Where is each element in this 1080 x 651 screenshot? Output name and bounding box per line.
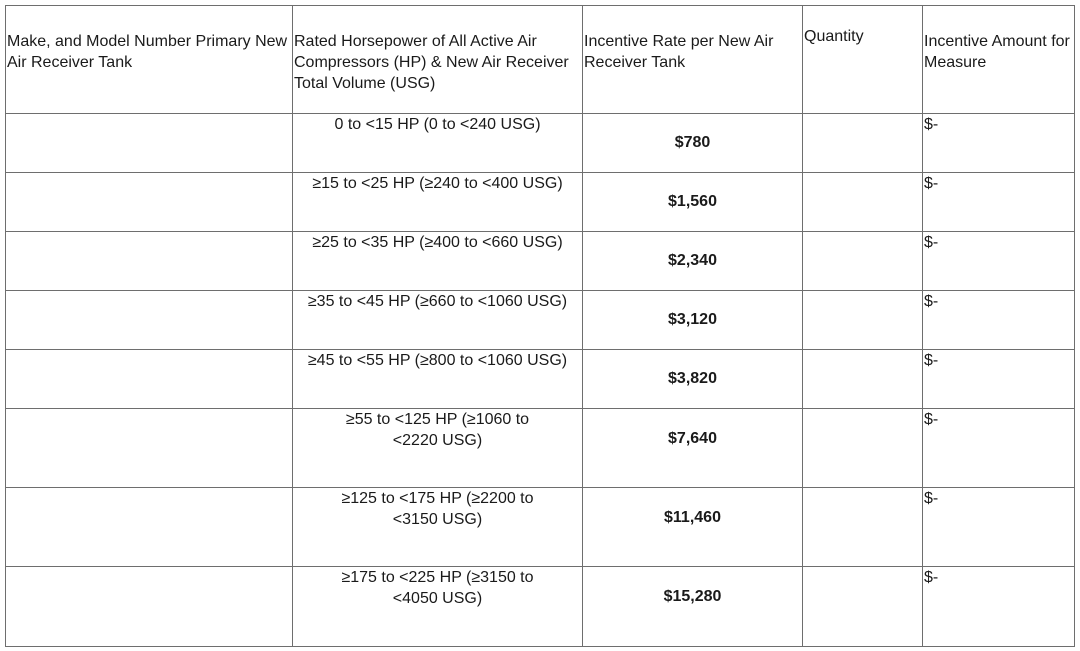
header-incentive-amount: Incentive Amount for Measure: [923, 6, 1075, 114]
hp-range-cell: ≥45 to <55 HP (≥800 to <1060 USG): [293, 350, 583, 409]
header-make-model: Make, and Model Number Primary New Air Receiver Tank: [6, 6, 293, 114]
incentive-amount-cell: $-: [923, 173, 1075, 232]
quantity-cell[interactable]: [803, 173, 923, 232]
table-row: [6, 232, 1075, 291]
make-model-cell[interactable]: [6, 173, 293, 232]
incentive-amount-cell: $-: [923, 291, 1075, 350]
incentive-table: [5, 5, 1075, 647]
quantity-cell[interactable]: [803, 488, 923, 567]
header-row: [6, 6, 1075, 114]
quantity-cell[interactable]: [803, 232, 923, 291]
incentive-rate-cell: $2,340: [583, 232, 803, 291]
hp-range-cell: ≥25 to <35 HP (≥400 to <660 USG): [293, 232, 583, 291]
incentive-rate-cell: $15,280: [583, 567, 803, 647]
table-row: [6, 567, 1075, 647]
make-model-cell[interactable]: [6, 350, 293, 409]
incentive-amount-cell: $-: [923, 567, 1075, 647]
incentive-amount-cell: $-: [923, 488, 1075, 567]
make-model-cell[interactable]: [6, 488, 293, 567]
hp-range-cell: ≥175 to <225 HP (≥3150 to <4050 USG): [293, 567, 583, 647]
make-model-cell[interactable]: [6, 114, 293, 173]
make-model-cell[interactable]: [6, 232, 293, 291]
quantity-cell[interactable]: [803, 350, 923, 409]
incentive-rate-cell: $780: [583, 114, 803, 173]
make-model-cell[interactable]: [6, 567, 293, 647]
hp-range-cell: ≥125 to <175 HP (≥2200 to <3150 USG): [293, 488, 583, 567]
hp-range-cell: 0 to <15 HP (0 to <240 USG): [293, 114, 583, 173]
make-model-cell[interactable]: [6, 291, 293, 350]
incentive-amount-cell: $-: [923, 350, 1075, 409]
header-rated-horsepower: Rated Horsepower of All Active Air Compressors (HP) & New Air Receiver Total Volume (USG): [293, 6, 583, 114]
table-row: [6, 114, 1075, 173]
table-row: [6, 350, 1075, 409]
quantity-cell[interactable]: [803, 567, 923, 647]
make-model-cell[interactable]: [6, 409, 293, 488]
incentive-amount-cell: $-: [923, 232, 1075, 291]
table-row: [6, 409, 1075, 488]
header-quantity: Quantity: [803, 6, 923, 114]
hp-range-cell: ≥55 to <125 HP (≥1060 to <2220 USG): [293, 409, 583, 488]
header-incentive-rate: Incentive Rate per New Air Receiver Tank: [583, 6, 803, 114]
table-row: [6, 173, 1075, 232]
incentive-amount-cell: $-: [923, 409, 1075, 488]
incentive-amount-cell: $-: [923, 114, 1075, 173]
hp-range-cell: ≥15 to <25 HP (≥240 to <400 USG): [293, 173, 583, 232]
quantity-cell[interactable]: [803, 409, 923, 488]
incentive-rate-cell: $3,820: [583, 350, 803, 409]
incentive-rate-cell: $11,460: [583, 488, 803, 567]
hp-range-cell: ≥35 to <45 HP (≥660 to <1060 USG): [293, 291, 583, 350]
incentive-rate-cell: $7,640: [583, 409, 803, 488]
table-row: [6, 488, 1075, 567]
quantity-cell[interactable]: [803, 114, 923, 173]
incentive-rate-cell: $3,120: [583, 291, 803, 350]
quantity-cell[interactable]: [803, 291, 923, 350]
table-row: [6, 291, 1075, 350]
incentive-rate-cell: $1,560: [583, 173, 803, 232]
